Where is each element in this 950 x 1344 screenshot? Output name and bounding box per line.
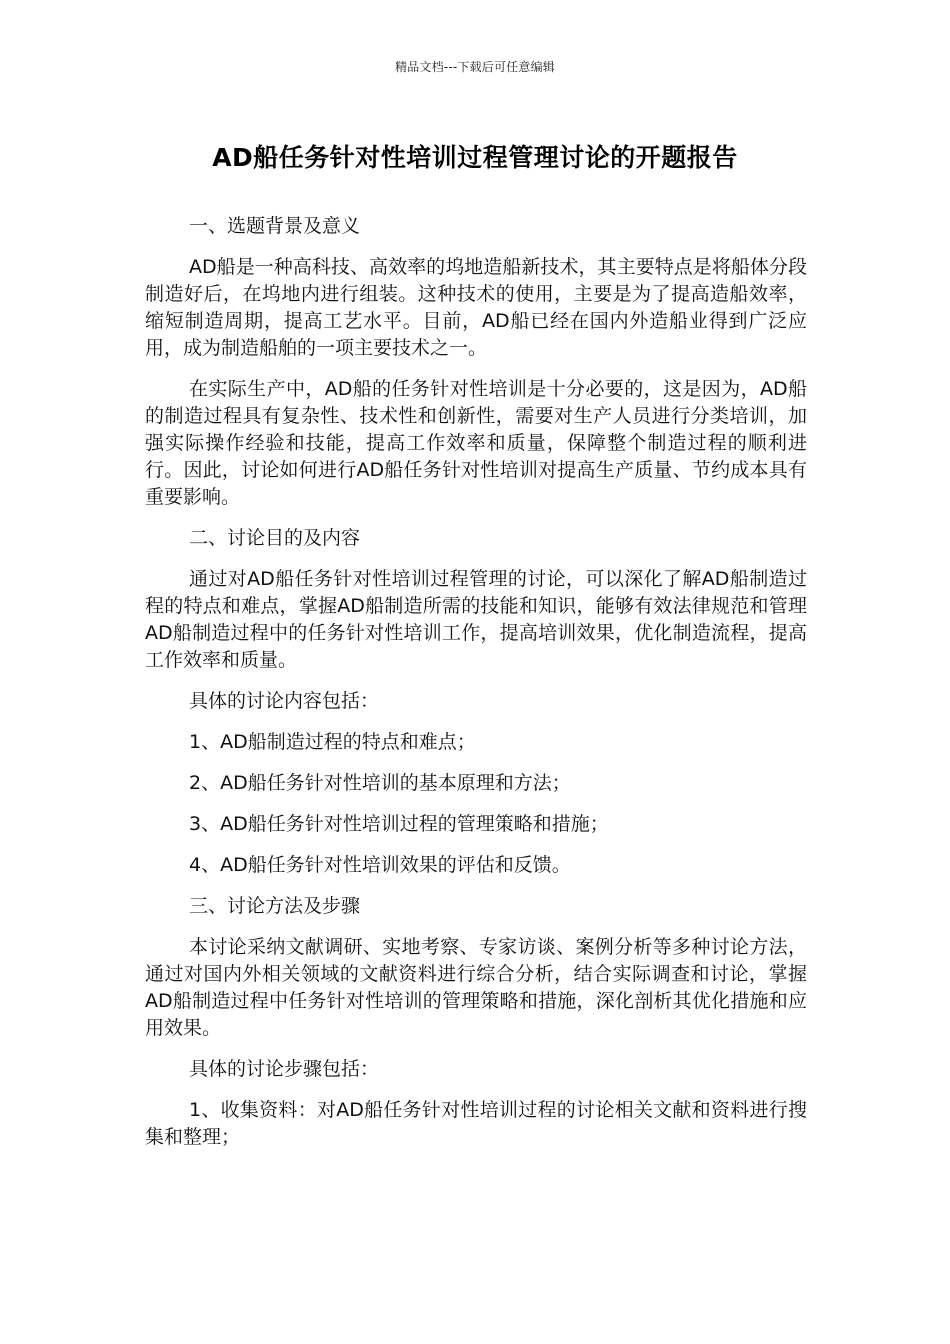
paragraph-content-intro: 具体的讨论内容包括： [189,690,380,712]
paragraph-ad-ship-intro: AD船是一种高科技、高效率的坞地造船新技术，其主要特点是将船体分段制造好后，在坞地内进行组装。这种技术的使用，主要是为了提高造船效率，缩短制造周期，提高工艺水平。目前，AD船已经在国内外造船业得到广泛应用，成为制造船舶的一项主要技术之一。 [145,256,807,359]
section-heading-methods: 三、讨论方法及步骤 [189,895,361,917]
paragraph-methods: 本讨论采纳文献调研、实地考察、专家访谈、案例分析等多种讨论方法，通过对国内外相关领域的文献资料进行综合分析，结合实际调查和讨论，掌握AD船制造过程中任务针对性培训的管理策略和措施，深化剖析其优化措施和应用效果。 [145,936,807,1039]
list-item-content-2: 2、AD船任务针对性培训的基本原理和方法； [189,772,571,794]
page-header: 精品文档---下载后可任意编辑 [395,60,555,74]
paragraph-training-necessity: 在实际生产中，AD船的任务针对性培训是十分必要的，这是因为，AD船的制造过程具有复杂性、技术性和创新性，需要对生产人员进行分类培训，加强实际操作经验和技能，提高工作效率和质量，保障整个制造过程的顺利进行。因此，讨论如何进行AD船任务针对性培训对提高生产质量、节约成本具有重要影响。 [145,378,807,508]
section-heading-purpose: 二、讨论目的及内容 [189,527,361,549]
list-item-content-1: 1、AD船制造过程的特点和难点； [189,731,476,753]
list-item-content-4: 4、AD船任务针对性培训效果的评估和反馈。 [189,854,571,876]
section-heading-background: 一、选题背景及意义 [189,215,361,237]
document-title: AD船任务针对性培训过程管理讨论的开题报告 [212,143,738,172]
document-body [145,213,807,1165]
list-item-step-1: 1、收集资料：对AD船任务针对性培训过程的讨论相关文献和资料进行搜集和整理； [145,1099,807,1148]
paragraph-purpose: 通过对AD船任务针对性培训过程管理的讨论，可以深化了解AD船制造过程的特点和难点，掌握AD船制造所需的技能和知识，能够有效法律规范和管理AD船制造过程中的任务针对性培训工作，提高培训效果，优化制造流程，提高工作效率和质量。 [145,568,807,671]
paragraph-steps-intro: 具体的讨论步骤包括： [189,1058,380,1080]
list-item-content-3: 3、AD船任务针对性培训过程的管理策略和措施； [189,813,609,835]
